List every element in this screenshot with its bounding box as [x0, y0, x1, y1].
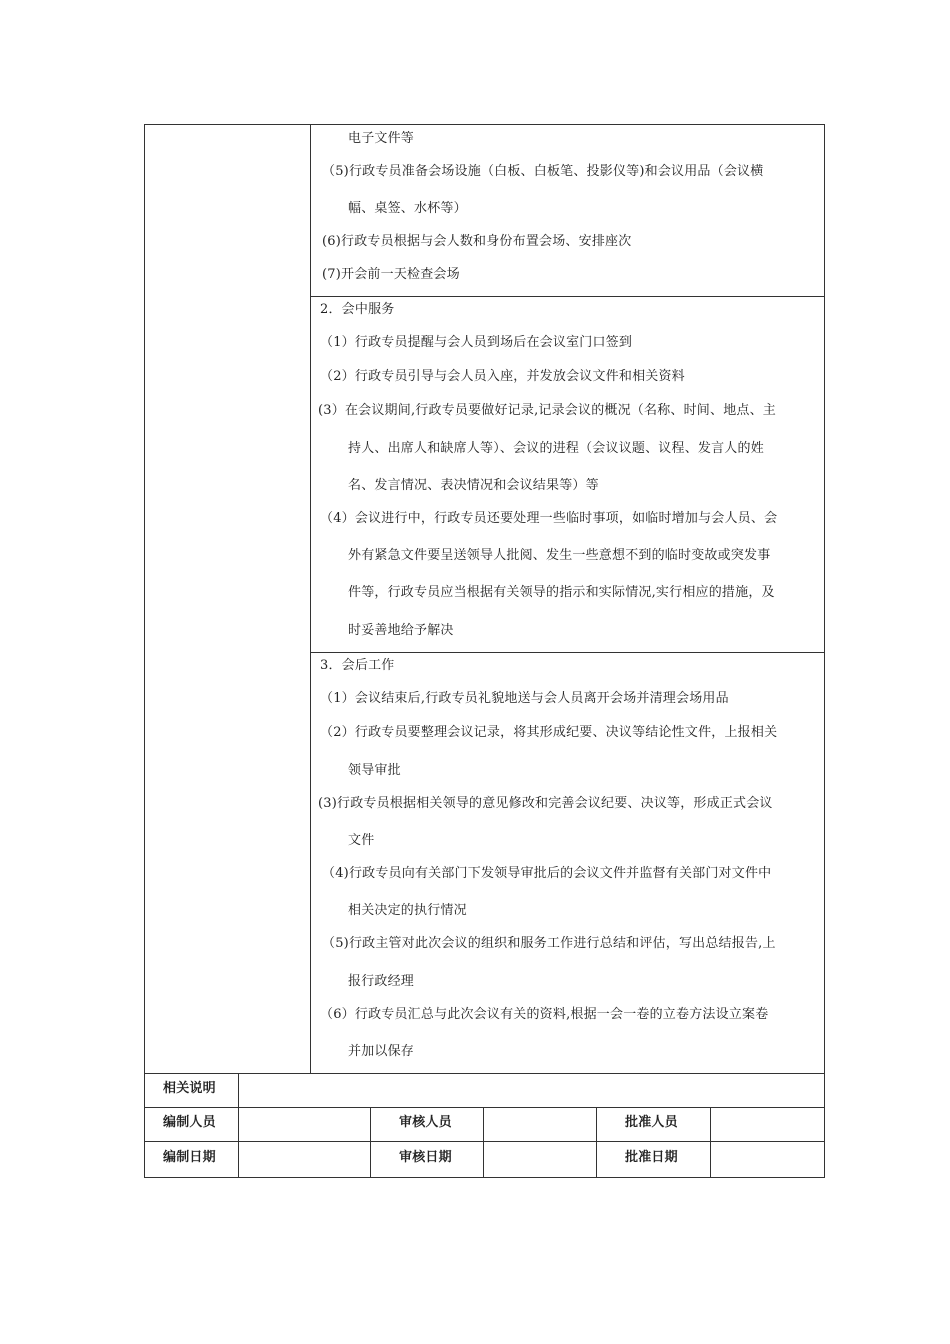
section2-line: 持人、出席人和缺席人等）、会议的进程（会议议题、议程、发言人的姓 [348, 441, 764, 456]
footer-col-1 [238, 1073, 239, 1178]
footer-col-2 [370, 1107, 371, 1178]
section2-line: （2）行政专员引导与会人员入座，并发放会议文件和相关资料 [320, 369, 685, 384]
section1-line: (7)开会前一天检查会场 [322, 267, 460, 282]
edit-date-label: 编制日期 [163, 1150, 216, 1165]
section1-line: (6)行政专员根据与会人数和身份布置会场、安排座次 [322, 234, 632, 249]
section2-line: (3）在会议期间,行政专员要做好记录,记录会议的概况（名称、时间、地点、主 [318, 403, 777, 418]
section1-line: （5)行政专员准备会场设施（白板、白板笔、投影仪等)和会议用品（会议横 [322, 164, 764, 179]
section2-line: 时妥善地给予解决 [348, 623, 454, 638]
section3-line: （1）会议结束后,行政专员礼貌地送与会人员离开会场并清理会场用品 [320, 691, 729, 706]
section2-line: 外有紧急文件要呈送领导人批阅、发生一些意想不到的临时变故或突发事 [348, 548, 771, 563]
footer-col-5 [710, 1107, 711, 1178]
column-divider [310, 124, 311, 1074]
footer-col-3 [483, 1107, 484, 1178]
footer-mid-line [144, 1107, 825, 1108]
section2-line: 件等，行政专员应当根据有关领导的指示和实际情况,实行相应的措施，及 [348, 585, 775, 600]
section1-line: 幅、桌签、水杯等） [348, 201, 467, 216]
approver-label: 批准人员 [625, 1115, 678, 1130]
section3-line: （6）行政专员汇总与此次会议有关的资料,根据一会一卷的立卷方法设立案卷 [320, 1007, 769, 1022]
section2-line: 名、发言情况、表决情况和会议结果等）等 [348, 478, 599, 493]
section3-line: （4)行政专员向有关部门下发领导审批后的会议文件并监督有关部门对文件中 [322, 866, 772, 881]
section3-line: 报行政经理 [348, 974, 415, 989]
approve-date-label: 批准日期 [625, 1150, 678, 1165]
section2-line: （1）行政专员提醒与会人员到场后在会议室门口签到 [320, 335, 633, 350]
section2-line: （4）会议进行中，行政专员还要处理一些临时事项，如临时增加与会人员、会 [320, 511, 778, 526]
section3-line: 并加以保存 [348, 1044, 415, 1059]
related-notes-label: 相关说明 [163, 1081, 216, 1096]
section3-line: (3)行政专员根据相关领导的意见修改和完善会议纪要、决议等，形成正式会议 [318, 796, 773, 811]
editor-label: 编制人员 [163, 1115, 216, 1130]
section3-line: 文件 [348, 833, 375, 848]
section-divider-2 [310, 652, 825, 653]
footer-col-4 [596, 1107, 597, 1178]
section3-line: 相关决定的执行情况 [348, 903, 467, 918]
section2-title: 2．会中服务 [320, 302, 395, 317]
footer-top-line [144, 1073, 825, 1074]
section3-line: （5)行政主管对此次会议的组织和服务工作进行总结和评估，写出总结报告,上 [322, 936, 776, 951]
section3-line: 领导审批 [348, 763, 401, 778]
section-divider-1 [310, 296, 825, 297]
section3-title: 3．会后工作 [320, 658, 395, 673]
review-date-label: 审核日期 [399, 1150, 452, 1165]
footer-mid-line-2 [144, 1141, 825, 1142]
section1-line: 电子文件等 [348, 131, 415, 146]
section3-line: （2）行政专员要整理会议记录，将其形成纪要、决议等结论性文件，上报相关 [320, 725, 778, 740]
reviewer-label: 审核人员 [399, 1115, 452, 1130]
